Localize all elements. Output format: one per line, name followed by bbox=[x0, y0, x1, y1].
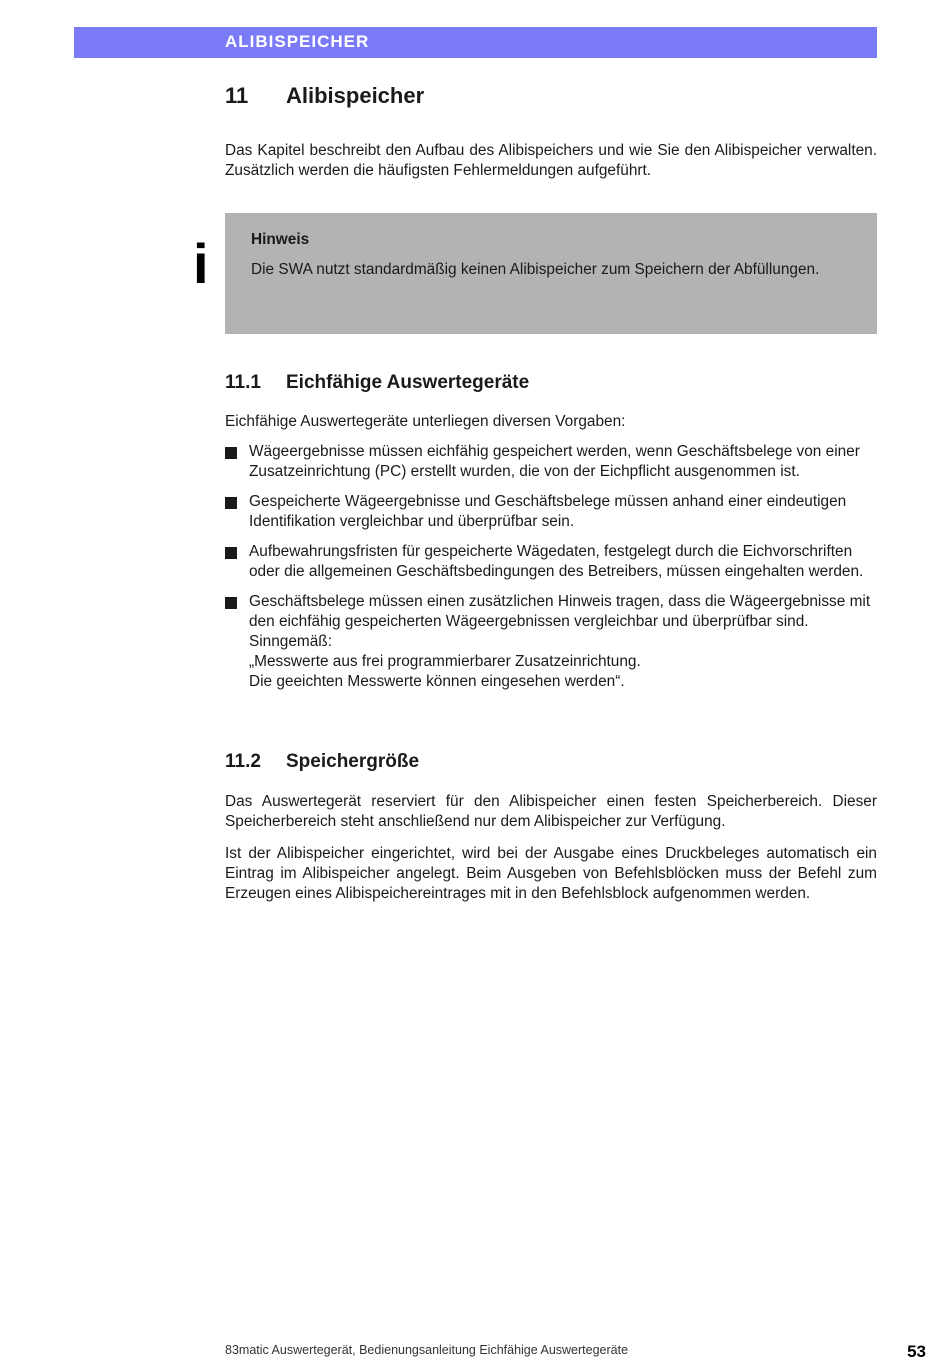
chapter-number: 11 bbox=[225, 83, 249, 108]
page-number: 53 bbox=[907, 1342, 926, 1361]
note-text: Die SWA nutzt standardmäßig keinen Alibispeicher zum Speichern der Abfüllungen. bbox=[251, 261, 820, 278]
list-item bbox=[225, 492, 877, 532]
square-bullet-icon bbox=[225, 597, 237, 609]
section-number: 11.1 bbox=[225, 372, 261, 393]
note-box bbox=[225, 213, 877, 334]
list-item-text: Wägeergebnisse müssen eichfähig gespeichert werden, wenn Geschäftsbelege von einer Zusatzeinrichtung (PC) erstellt wurden, die von der Eichpflicht ausgenommen ist. bbox=[249, 443, 860, 480]
list-item bbox=[225, 442, 877, 482]
info-icon: i bbox=[193, 232, 209, 295]
section-title-11-1 bbox=[225, 372, 529, 394]
running-header bbox=[74, 27, 877, 58]
section-number: 11.2 bbox=[225, 751, 261, 772]
requirements-list bbox=[225, 442, 877, 702]
square-bullet-icon bbox=[225, 447, 237, 459]
section-title-text: Eichfähige Auswertegeräte bbox=[286, 372, 530, 393]
note-heading: Hinweis bbox=[251, 231, 310, 248]
section1-intro: Eichfähige Auswertegeräte unterliegen diversen Vorgaben: bbox=[225, 413, 626, 430]
list-item-text: Geschäftsbelege müssen einen zusätzlichen Hinweis tragen, dass die Wägeergebnisse mit den eichfähig gespeicherten Wägeergebnissen vergleichbar und überprüfbar sind. Sinngemäß: bbox=[249, 593, 871, 650]
running-header-title: ALIBISPEICHER bbox=[225, 32, 370, 51]
square-bullet-icon bbox=[225, 547, 237, 559]
section2-paragraph: Ist der Alibispeicher eingerichtet, wird bei der Ausgabe eines Druckbeleges automatisch ein Eintrag im Alibispeicher angelegt. Beim Ausgeben von Befehlsblöcken muss der Befehl zum Erzeugen eines Alibispeichereintrages mit in den Befehlsblock aufgenommen werden. bbox=[225, 845, 877, 902]
list-item bbox=[225, 542, 877, 582]
square-bullet-icon bbox=[225, 497, 237, 509]
section-title-11-2 bbox=[225, 751, 419, 773]
list-item-text: Aufbewahrungsfristen für gespeicherte Wägedaten, festgelegt durch die Eichvorschriften oder die allgemeinen Geschäftsbedingungen des Betreibers, müssen eingehalten werden. bbox=[249, 543, 864, 580]
list-item bbox=[225, 592, 877, 692]
chapter-intro: Das Kapitel beschreibt den Aufbau des Alibispeichers und wie Sie den Alibispeicher verwalten. Zusätzlich werden die häufigsten Fehlermeldungen aufgeführt. bbox=[225, 142, 877, 179]
quote-line: Die geeichten Messwerte können eingesehen werden“. bbox=[249, 673, 625, 690]
footer-text: 83matic Auswertegerät, Bedienungsanleitung Eichfähige Auswertegeräte bbox=[225, 1343, 629, 1357]
chapter-title-text: Alibispeicher bbox=[286, 83, 425, 108]
section-title-text: Speichergröße bbox=[286, 751, 420, 772]
chapter-title bbox=[225, 83, 424, 109]
quote-line: „Messwerte aus frei programmierbarer Zusatzeinrichtung. bbox=[249, 653, 641, 670]
section2-paragraph: Das Auswertegerät reserviert für den Alibispeicher einen festen Speicherbereich. Dieser Speicherbereich steht anschließend nur dem Alibispeicher zur Verfügung. bbox=[225, 793, 877, 830]
note-content bbox=[251, 230, 821, 280]
list-item-text: Gespeicherte Wägeergebnisse und Geschäftsbelege müssen anhand einer eindeutigen Identifikation vergleichbar und überprüfbar sein. bbox=[249, 493, 847, 530]
